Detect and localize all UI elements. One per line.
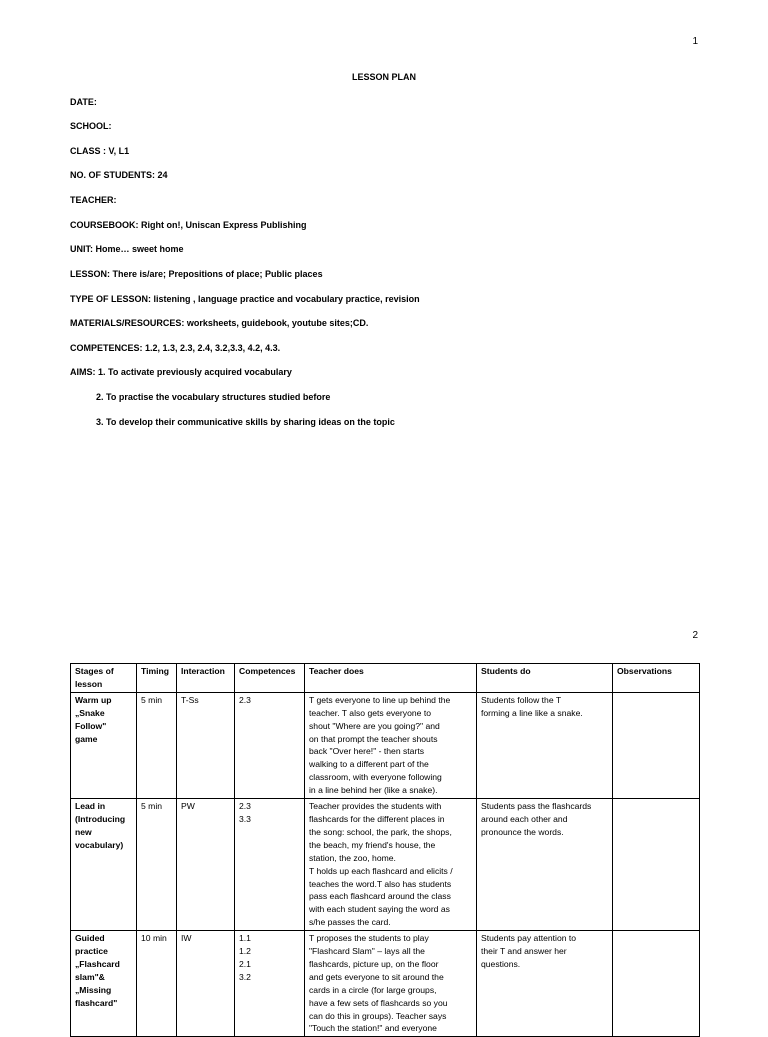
competences-cell-line: 2.3: [239, 801, 251, 812]
page-title: LESSON PLAN: [351, 72, 416, 82]
header-interaction: Interaction: [177, 664, 235, 693]
class-field: CLASS : V, L1: [70, 146, 130, 156]
teacher-does-cell-line: flashcards for the different places in: [309, 813, 445, 824]
stage-cell: [71, 799, 137, 931]
lesson-plan-table: [70, 663, 700, 1037]
students-do-cell-line: their T and answer her: [481, 946, 567, 957]
interaction-cell-line: PW: [181, 801, 195, 812]
timing-cell-line: 5 min: [141, 801, 163, 812]
competences-field: COMPETENCES: 1.2, 1.3, 2.3, 2.4, 3.2,3.3, 4.2, 4.3.: [70, 343, 281, 353]
students-do-cell: [477, 799, 613, 931]
teacher-does-cell-line: and gets everyone to sit around the: [309, 971, 444, 982]
teacher-does-cell: [305, 692, 477, 798]
timing-cell-line: 10 min: [141, 933, 167, 944]
teacher-does-cell-line: Teacher provides the students with: [309, 801, 442, 812]
observations-cell: [613, 692, 700, 798]
competences-cell-line: 2.3: [239, 694, 251, 705]
stage-cell-line: „Snake: [75, 707, 105, 718]
interaction-cell-line: IW: [181, 933, 192, 944]
teacher-does-cell: [305, 799, 477, 931]
table-header-row: [71, 664, 700, 693]
aim-item: 3. To develop their communicative skills by sharing ideas on the topic: [96, 417, 395, 427]
timing-cell: [137, 692, 177, 798]
stage-cell-line: Warm up: [75, 694, 112, 705]
students-do-cell-line: pronounce the words.: [481, 826, 564, 837]
students-do-cell-line: Students follow the T: [481, 694, 562, 705]
teacher-does-cell-line: on that prompt the teacher shouts: [309, 733, 438, 744]
competences-cell-line: 1.2: [239, 946, 251, 957]
stage-cell-line: (Introducing: [75, 813, 126, 824]
stage-cell-line: new: [75, 826, 92, 837]
timing-cell: [137, 799, 177, 931]
stage-cell-line: vocabulary): [75, 839, 124, 850]
teacher-does-cell-line: cards in a circle (for large groups,: [309, 984, 437, 995]
students-count-field: NO. OF STUDENTS: 24: [70, 170, 168, 180]
stage-cell-line: Follow": [75, 720, 107, 731]
students-do-cell-line: questions.: [481, 958, 521, 969]
table-row: [71, 931, 700, 1037]
observations-cell: [613, 931, 700, 1037]
competences-cell-line: 3.3: [239, 813, 251, 824]
header-observations: Observations: [613, 664, 700, 693]
stage-cell-line: game: [75, 733, 98, 744]
stage-cell: [71, 931, 137, 1037]
students-do-cell: [477, 692, 613, 798]
stage-cell-line: flashcard": [75, 997, 118, 1008]
competences-cell: [235, 931, 305, 1037]
teacher-does-cell: [305, 931, 477, 1037]
competences-cell-line: 1.1: [239, 933, 251, 944]
teacher-does-cell-line: T gets everyone to line up behind the: [309, 694, 451, 705]
teacher-does-cell-line: the beach, my friend's house, the: [309, 839, 436, 850]
teacher-field: TEACHER:: [70, 195, 117, 205]
teacher-does-cell-line: T holds up each flashcard and elicits /: [309, 865, 453, 876]
aims-field: AIMS: 1. To activate previously acquired vocabulary: [70, 367, 292, 377]
timing-cell: [137, 931, 177, 1037]
students-do-cell-line: around each other and: [481, 813, 568, 824]
teacher-does-cell-line: station, the zoo, home.: [309, 852, 396, 863]
header-students-do: Students do: [477, 664, 613, 693]
page-number: 1: [692, 36, 698, 47]
interaction-cell: [177, 692, 235, 798]
teacher-does-cell-line: in a line behind her (like a snake).: [309, 785, 438, 796]
header-stages: Stages of lesson: [71, 664, 137, 693]
stage-cell: [71, 692, 137, 798]
competences-cell-line: 2.1: [239, 958, 251, 969]
table-row: [71, 799, 700, 931]
students-do-cell-line: Students pass the flashcards: [481, 801, 592, 812]
stage-cell-line: Lead in: [75, 801, 106, 812]
materials-field: MATERIALS/RESOURCES: worksheets, guidebook, youtube sites;CD.: [70, 318, 369, 328]
stage-cell-line: „Missing: [75, 984, 112, 995]
teacher-does-cell-line: teacher. T also gets everyone to: [309, 707, 431, 718]
teacher-does-cell-line: shout "Where are you going?" and: [309, 720, 440, 731]
interaction-cell-line: T-Ss: [181, 694, 199, 705]
school-field: SCHOOL:: [70, 121, 112, 131]
header-timing: Timing: [137, 664, 177, 693]
coursebook-field: COURSEBOOK: Right on!, Uniscan Express Publishing: [70, 220, 307, 230]
competences-cell-line: 3.2: [239, 971, 251, 982]
teacher-does-cell-line: "Touch the station!" and everyone: [309, 1023, 437, 1034]
students-do-cell-line: Students pay attention to: [481, 933, 577, 944]
teacher-does-cell-line: "Flashcard Slam" – lays all the: [309, 946, 425, 957]
teacher-does-cell-line: T proposes the students to play: [309, 933, 429, 944]
teacher-does-cell-line: with each student saying the word as: [309, 904, 450, 915]
date-field: DATE:: [70, 97, 97, 107]
timing-cell-line: 5 min: [141, 694, 163, 705]
teacher-does-cell-line: the song: school, the park, the shops,: [309, 826, 452, 837]
stage-cell-line: slam"&: [75, 971, 105, 982]
teacher-does-cell-line: walking to a different part of the: [309, 759, 429, 770]
competences-cell: [235, 799, 305, 931]
lesson-field: LESSON: There is/are; Prepositions of place; Public places: [70, 269, 323, 279]
teacher-does-cell-line: teaches the word.T also has students: [309, 878, 452, 889]
competences-cell: [235, 692, 305, 798]
teacher-does-cell-line: can do this in groups). Teacher says: [309, 1010, 447, 1021]
header-competences: Competences: [235, 664, 305, 693]
teacher-does-cell-line: s/he passes the card.: [309, 917, 391, 928]
aim-item: 2. To practise the vocabulary structures studied before: [96, 392, 331, 402]
interaction-cell: [177, 931, 235, 1037]
table-row: [71, 692, 700, 798]
students-do-cell-line: forming a line like a snake.: [481, 707, 583, 718]
interaction-cell: [177, 799, 235, 931]
stage-cell-line: practice: [75, 946, 108, 957]
students-do-cell: [477, 931, 613, 1037]
header-teacher-does: Teacher does: [305, 664, 477, 693]
teacher-does-cell-line: back "Over here!" - then starts: [309, 746, 425, 757]
stage-cell-line: Guided: [75, 933, 105, 944]
observations-cell: [613, 799, 700, 931]
teacher-does-cell-line: have a few sets of flashcards so you: [309, 997, 448, 1008]
teacher-does-cell-line: flashcards, picture up, on the floor: [309, 958, 439, 969]
stage-cell-line: „Flashcard: [75, 958, 120, 969]
unit-field: UNIT: Home… sweet home: [70, 244, 184, 254]
lesson-type-field: TYPE OF LESSON: listening , language practice and vocabulary practice, revision: [70, 294, 420, 304]
teacher-does-cell-line: classroom, with everyone following: [309, 772, 442, 783]
teacher-does-cell-line: pass each flashcard around the class: [309, 891, 451, 902]
page-number: 2: [692, 630, 698, 641]
